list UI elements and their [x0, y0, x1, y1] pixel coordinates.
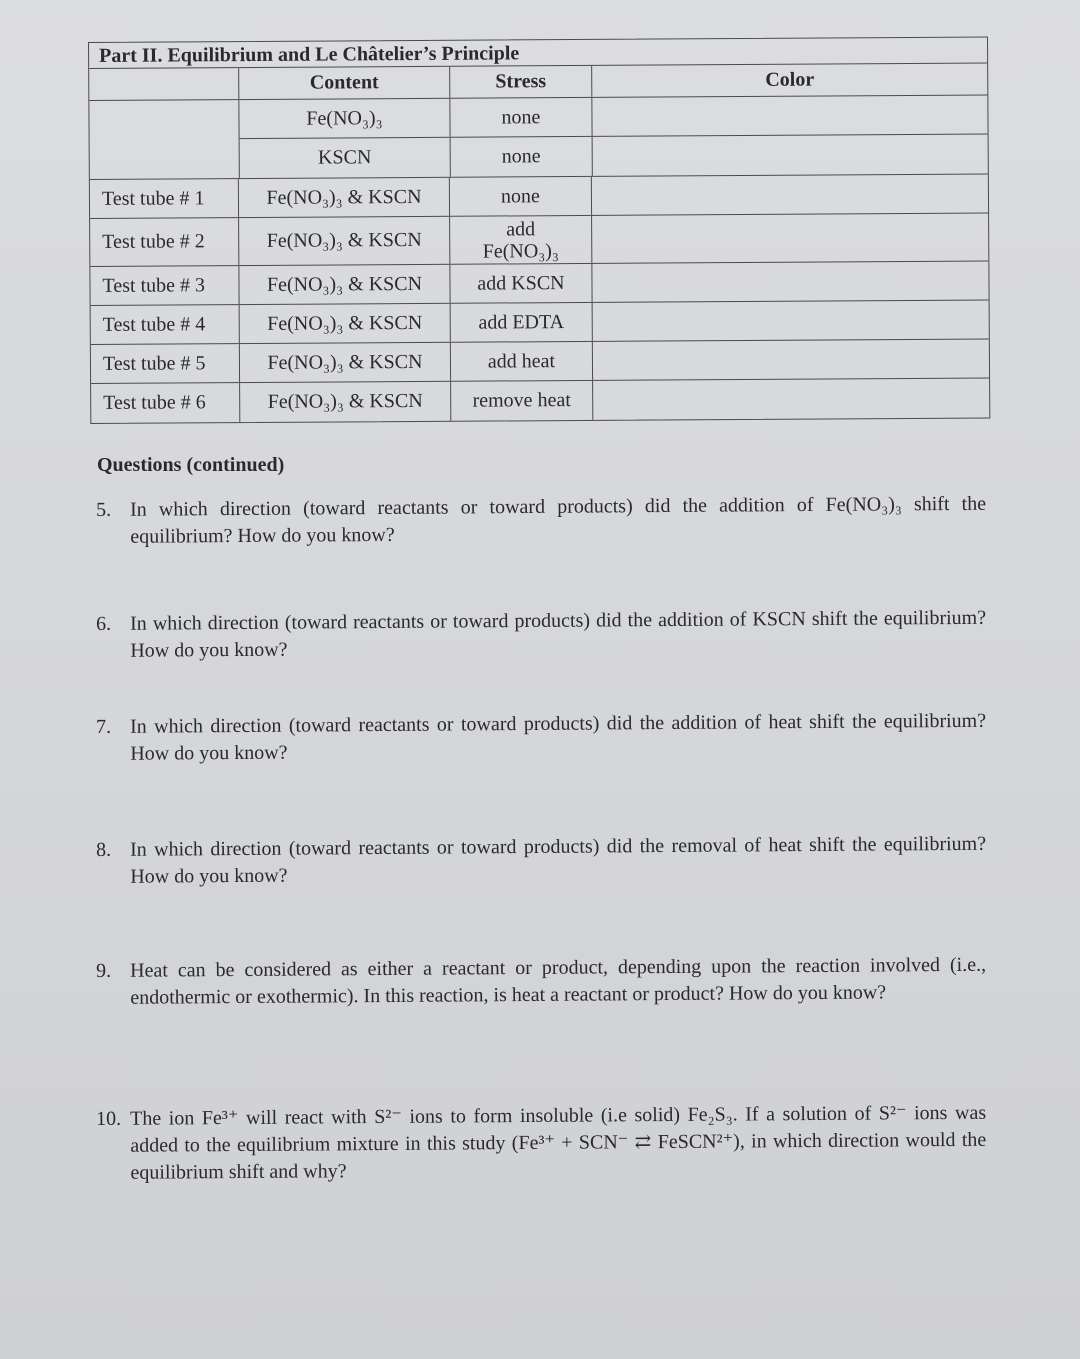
table-row — [239, 96, 987, 140]
question-5 — [96, 491, 986, 551]
color-cell[interactable] — [592, 214, 988, 263]
header-color: Color — [765, 68, 815, 91]
question-number: 10. — [96, 1107, 122, 1130]
question-text: In which direction (toward reactants or toward products) did the addition of KSCN shift the equilibrium? How do you know? — [130, 606, 987, 662]
test-tube-label: Test tube # 3 — [90, 266, 239, 305]
color-cell[interactable] — [592, 175, 988, 215]
stress-cell: add KSCN — [450, 264, 592, 303]
stress-cell — [450, 216, 592, 264]
test-tube-label: Test tube # 4 — [91, 305, 240, 344]
content-cell: Fe(NO₃)₃ & KSCN — [240, 343, 451, 382]
content-cell: Fe(NO₃)₃ & KSCN — [239, 178, 450, 217]
question-number: 7. — [96, 715, 112, 738]
table-row — [90, 214, 988, 267]
test-tube-label: Test tube # 2 — [90, 218, 239, 266]
reagent-block — [89, 96, 987, 180]
table-row — [90, 262, 988, 306]
color-cell[interactable] — [593, 379, 989, 420]
test-tube-label: Test tube # 1 — [90, 179, 239, 218]
table-row — [240, 135, 988, 179]
color-cell[interactable] — [593, 340, 989, 380]
table-row — [91, 301, 989, 345]
equilibrium-table — [88, 37, 990, 424]
question-number: 6. — [96, 612, 112, 635]
color-cell[interactable] — [593, 135, 988, 176]
test-tube-label: Test tube # 6 — [91, 383, 240, 423]
content-cell: Fe(NO₃)₃ & KSCN — [240, 382, 451, 422]
color-cell[interactable] — [592, 262, 988, 302]
question-number: 9. — [96, 959, 112, 982]
question-text: The ion Fe³⁺ will react with S²⁻ ions to form insoluble (i.e solid) Fe₂S₃. If a solution of S²⁻ ions was added to the equilibrium mixture in this study (Fe³⁺ + SCN⁻ ⇄ FeSCN²⁺), in which direction would the equilibrium shift and why? — [130, 1101, 987, 1184]
table-row — [91, 340, 989, 384]
test-tube-label: Test tube # 5 — [91, 344, 240, 383]
content-cell: Fe(NO₃)₃ & KSCN — [239, 217, 450, 265]
stress-cell: none — [450, 177, 592, 216]
stress-cell: none — [451, 137, 593, 177]
stress-line: Fe(NO₃)₃ — [482, 239, 559, 263]
blank-cell — [89, 68, 239, 100]
table-row — [91, 379, 989, 423]
blank-cell — [89, 100, 239, 179]
question-number: 8. — [96, 838, 112, 861]
content-cell: KSCN — [240, 138, 451, 178]
stress-cell: add EDTA — [451, 303, 593, 342]
question-number: 5. — [96, 498, 112, 521]
stress-cell: remove heat — [451, 381, 593, 421]
question-8 — [96, 831, 986, 891]
questions-heading: Questions (continued) — [97, 454, 285, 476]
color-cell[interactable] — [593, 301, 989, 341]
stress-line: add — [506, 217, 536, 240]
content-cell: Fe(NO₃)₃ & KSCN — [240, 304, 451, 343]
question-10 — [96, 1100, 987, 1187]
content-cell: Fe(NO₃)₃ & KSCN — [239, 265, 450, 304]
header-content: Content — [239, 67, 450, 99]
stress-cell: add heat — [451, 342, 593, 381]
question-6 — [96, 605, 986, 665]
header-stress: Stress — [450, 66, 592, 98]
question-text: Heat can be considered as either a reactant or product, depending upon the reaction involved (i.e., endothermic or exothermic). In this reaction, is heat a reactant or product? How do you know? — [130, 953, 987, 1009]
question-9 — [96, 952, 986, 1012]
question-text: In which direction (toward reactants or toward products) did the addition of Fe(NO₃)₃ shift the equilibrium? How do you know? — [130, 492, 987, 548]
content-cell: Fe(NO₃)₃ — [239, 99, 450, 138]
question-text: In which direction (toward reactants or toward products) did the removal of heat shift the equilibrium? How do you know? — [130, 832, 987, 888]
question-text: In which direction (toward reactants or toward products) did the addition of heat shift the equilibrium? How do you know? — [130, 709, 987, 765]
table-row — [90, 175, 988, 219]
stress-cell: none — [450, 98, 592, 137]
color-cell[interactable] — [592, 96, 987, 136]
question-7 — [96, 708, 986, 768]
table-title: Part II. Equilibrium and Le Châtelier’s Principle — [89, 38, 987, 69]
